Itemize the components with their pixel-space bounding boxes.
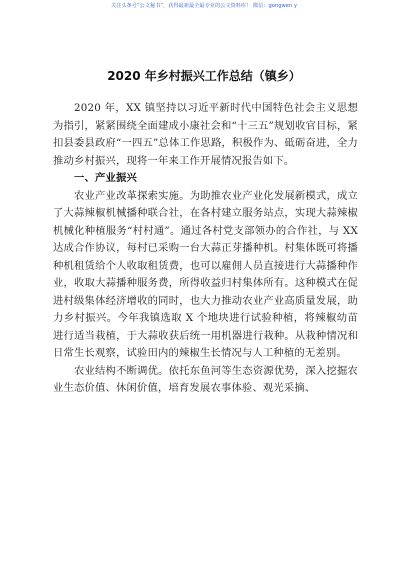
section-heading-industry: 一、产业振兴: [74, 172, 137, 184]
paragraph-agricultural-reform: 农业产业改革探索实施。为助推农业产业化发展新模式，成立了大蒜辣椒机械播种联合社，在各村建立服务站点，实现大蒜辣椒机械化种植服务“村村通”。通过各村党支部领办的合作社，与 XX 达成合作协议，每村已采购一台大蒜正芽播种机。村集体既可将播种机租赁给个人收取租赁费，也可以雇佣人员直接进行大蒜播种作业，收取大蒜播种服务费，所得收益归村集体所有。这种模式在促进村级集体经济增收的同时，也大力推动农业产业高质量发展，助力乡村振兴。今年我镇选取 X 个地块进行试验种植，将辣椒幼苗进行适当栽植，于大蒜收获后统一用机器进行栽种。从栽种情况和日常生长观察，试验田内的辣椒生长情况与人工种植的无差别。: [53, 189, 358, 359]
paragraph-agricultural-structure: 农业结构不断调优。依托东鱼河等生态资源优势，深入挖掘农业生态价值、休闲价值，培育发展农事体验、观光采摘、: [53, 364, 358, 394]
header-banner[interactable]: [0, 3, 408, 10]
document-body: [53, 100, 358, 398]
document-title: 2020 年乡村振兴工作总结（镇乡）: [107, 69, 301, 83]
intro-paragraph: 2020 年，XX 镇坚持以习近平新时代中国特色社会主义思想为指引，紧紧围绕全面建成小康社会和“十三五”规划收官目标，紧扣县委县政府“一四五”总体工作思路，积极作为、砥砺奋进，全力推动乡村振兴，现将一年来工作开展情况报告如下。: [53, 102, 358, 167]
banner-wechat-id[interactable]: 微信：gongwen y: [252, 3, 297, 9]
banner-text[interactable]: 关注头条号“公文秘书”，获得最新最全最专业的公文资料库！: [111, 3, 252, 9]
